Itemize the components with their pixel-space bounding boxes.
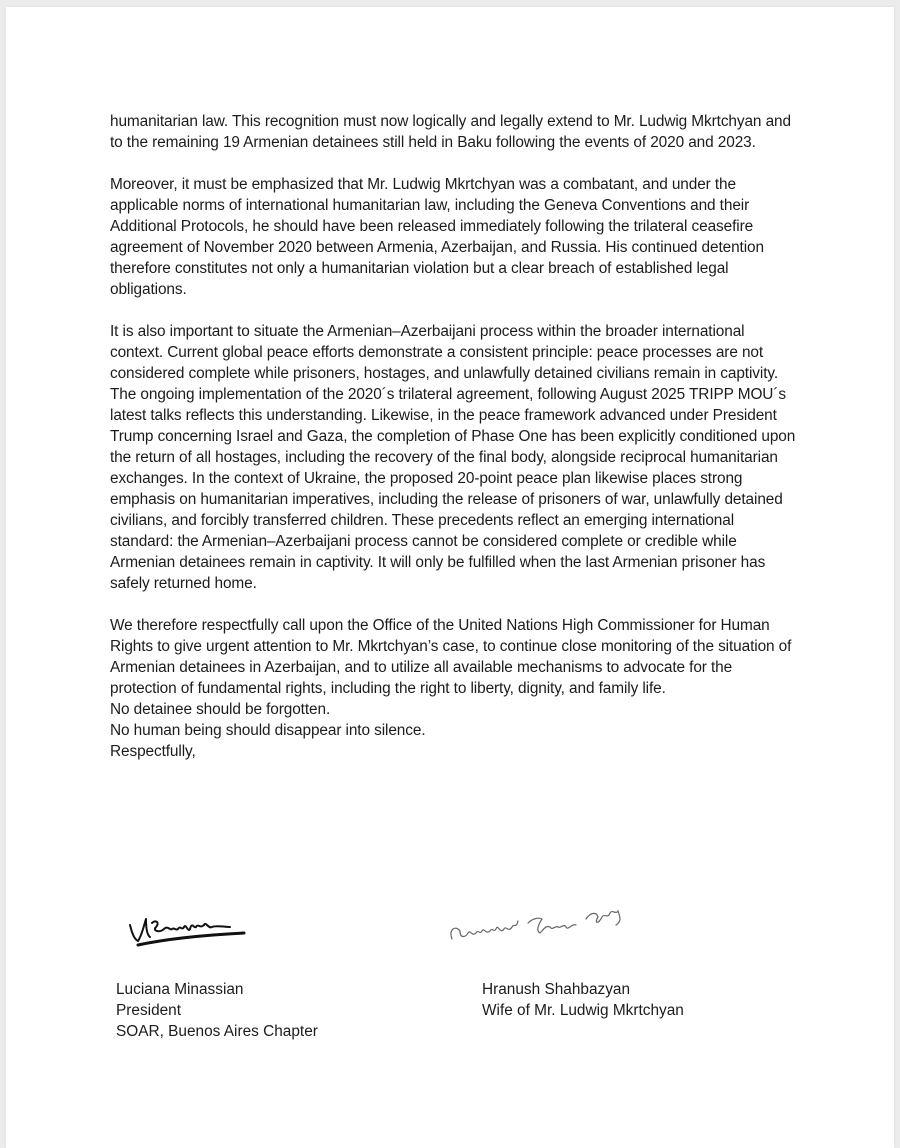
document-page	[6, 7, 894, 1148]
paragraph-2: Moreover, it must be emphasized that Mr. Ludwig Mkrtchyan was a combatant, and under the applicable norms of international humanitarian law, including the Geneva Conventions and their Additional Protocols, he should have been released immediately following the trilateral ceasefire agreement of November 2020 between Armenia, Azerbaijan, and Russia. His continued detention therefore constitutes not only a humanitarian violation but a clear breach of established legal obligations.	[110, 176, 764, 298]
handwritten-signature-right	[446, 899, 666, 969]
signatory-left-name: Luciana Minassian	[116, 981, 244, 998]
paragraph-4: We therefore respectfully call upon the Office of the United Nations High Commissioner for Human Rights to give urgent attention to Mr. Mkrtchyan’s case, to continue close monitoring of the situation of Armenian detainees in Azerbaijan, and to utilize all available mechanisms to advocate for the protection of fundamental rights, including the right to liberty, dignity, and family life.	[110, 617, 792, 697]
signatory-left-title: President	[116, 1002, 182, 1019]
signatory-right	[482, 979, 684, 1021]
signatory-right-title: Wife of Mr. Ludwig Mkrtchyan	[482, 1002, 684, 1019]
letter-body	[110, 111, 800, 762]
signatory-left	[116, 979, 318, 1042]
signature-block-right	[446, 899, 684, 1019]
signatory-left-organization: SOAR, Buenos Aires Chapter	[116, 1023, 318, 1040]
signature-block-left	[116, 899, 318, 1040]
closing-line-1: No detainee should be forgotten.	[110, 701, 331, 718]
paragraph-1: humanitarian law. This recognition must now logically and legally extend to Mr. Ludwig Mkrtchyan and to the remaining 19 Armenian detainees still held in Baku following the events of 2020 and 2023.	[110, 113, 791, 151]
signatory-right-name: Hranush Shahbazyan	[482, 981, 631, 998]
handwritten-signature-left	[116, 899, 266, 969]
closing-salutation: Respectfully,	[110, 743, 196, 760]
signature-icon	[116, 899, 266, 959]
paragraph-3: It is also important to situate the Armenian–Azerbaijani process within the broader international context. Current global peace efforts demonstrate a consistent principle: peace processes are not considered complete while prisoners, hostages, and unlawfully detained civilians remain in captivity. The ongoing implementation of the 2020´s trilateral agreement, following August 2025 TRIPP MOU´s latest talks reflects this understanding. Likewise, in the peace framework advanced under President Trump concerning Israel and Gaza, the completion of Phase One has been explicitly conditioned upon the return of all hostages, including the recovery of the final body, alongside reciprocal humanitarian exchanges. In the context of Ukraine, the proposed 20-point peace plan likewise places strong emphasis on humanitarian imperatives, including the release of prisoners of war, unlawfully detained civilians, and forcibly transferred children. These precedents reflect an emerging international standard: the Armenian–Azerbaijani process cannot be considered complete or credible while Armenian detainees remain in captivity. It will only be fulfilled when the last Armenian prisoner has safely returned home.	[110, 323, 796, 592]
closing-line-2: No human being should disappear into silence.	[110, 722, 426, 739]
signature-icon	[446, 899, 666, 959]
